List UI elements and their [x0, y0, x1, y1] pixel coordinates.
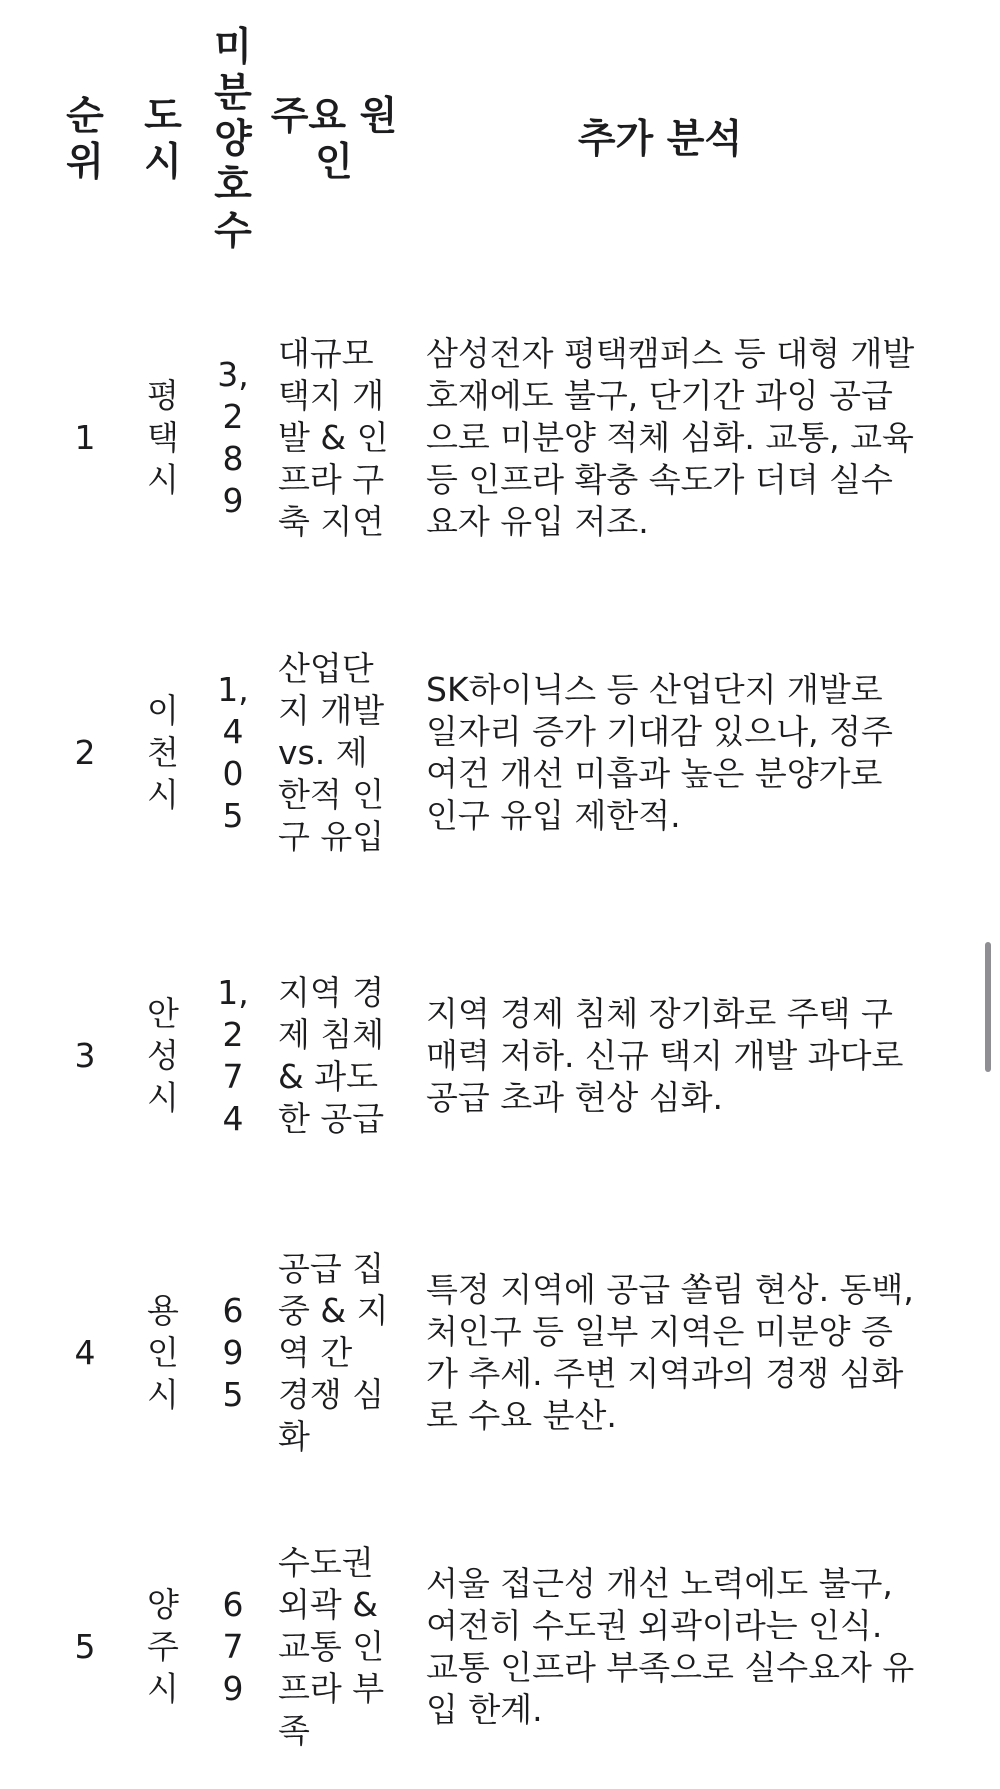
cause-cell: 산업단지 개발 vs. 제한적 인구 유입 [278, 648, 385, 856]
table-row [42, 595, 920, 910]
header-analysis: 추가 분석 [577, 117, 743, 162]
cause-cell: 수도권 외곽 & 교통 인프라 부족 [278, 1542, 385, 1750]
rank-cell: 5 [74, 1626, 96, 1666]
analysis-cell: 서울 접근성 개선 노력에도 불구, 여전히 수도권 외곽이라는 인식. 교통 인프라 부족으로 실수요자 유입 한계. [426, 1563, 915, 1729]
city-cell: 용인시 [147, 1291, 179, 1414]
rank-cell: 2 [74, 732, 96, 772]
rank-cell: 4 [74, 1333, 96, 1372]
unsold-count-cell: 1,405 [217, 669, 249, 835]
analysis-cell: 삼성전자 평택캠퍼스 등 대형 개발 호재에도 불구, 단기간 과잉 공급으로 미분양 적체 심화. 교통, 교육 등 인프라 확충 속도가 더뎌 실수요자 유입 저조. [426, 333, 915, 541]
vertical-scrollbar[interactable] [985, 942, 991, 1072]
table-row [42, 1504, 920, 1789]
unsold-count-cell: 695 [222, 1291, 244, 1414]
unsold-count-cell: 3,289 [217, 354, 249, 520]
unsold-count-cell: 679 [222, 1584, 244, 1708]
rank-cell: 3 [74, 1036, 96, 1075]
cause-cell: 공급 집중 & 지역 간 경쟁 심화 [278, 1249, 389, 1456]
analysis-cell: SK하이닉스 등 산업단지 개발로 일자리 증가 기대감 있으나, 정주 여건 개선 미흡과 높은 분양가로 인구 유입 제한적. [426, 669, 893, 835]
analysis-cell: 지역 경제 침체 장기화로 주택 구매력 저하. 신규 택지 개발 과다로 공급 초과 현상 심화. [426, 994, 904, 1117]
header-main-cause: 주요 원인 [270, 94, 398, 185]
header-unsold-count: 미분양호수 [214, 25, 252, 254]
city-cell: 이천시 [147, 690, 179, 814]
cause-cell: 지역 경제 침체 & 과도한 공급 [278, 973, 385, 1138]
cause-cell: 대규모 택지 개발 & 인프라 구축 지연 [278, 333, 389, 541]
table-header-row [42, 0, 920, 280]
rank-cell: 1 [74, 417, 96, 457]
city-cell: 평택시 [147, 375, 179, 499]
header-city: 도시 [144, 94, 182, 185]
analysis-cell: 특정 지역에 공급 쏠림 현상. 동백, 처인구 등 일부 지역은 미분양 증가 추세. 주변 지역과의 경쟁 심화로 수요 분산. [426, 1270, 914, 1435]
header-rank: 순위 [66, 94, 104, 185]
city-cell: 안성시 [147, 994, 179, 1117]
city-cell: 양주시 [147, 1584, 179, 1708]
table-row [42, 280, 920, 595]
table-row [42, 1202, 920, 1504]
unsold-housing-table [42, 0, 920, 1789]
table-row [42, 910, 920, 1202]
unsold-count-cell: 1,274 [217, 973, 249, 1138]
